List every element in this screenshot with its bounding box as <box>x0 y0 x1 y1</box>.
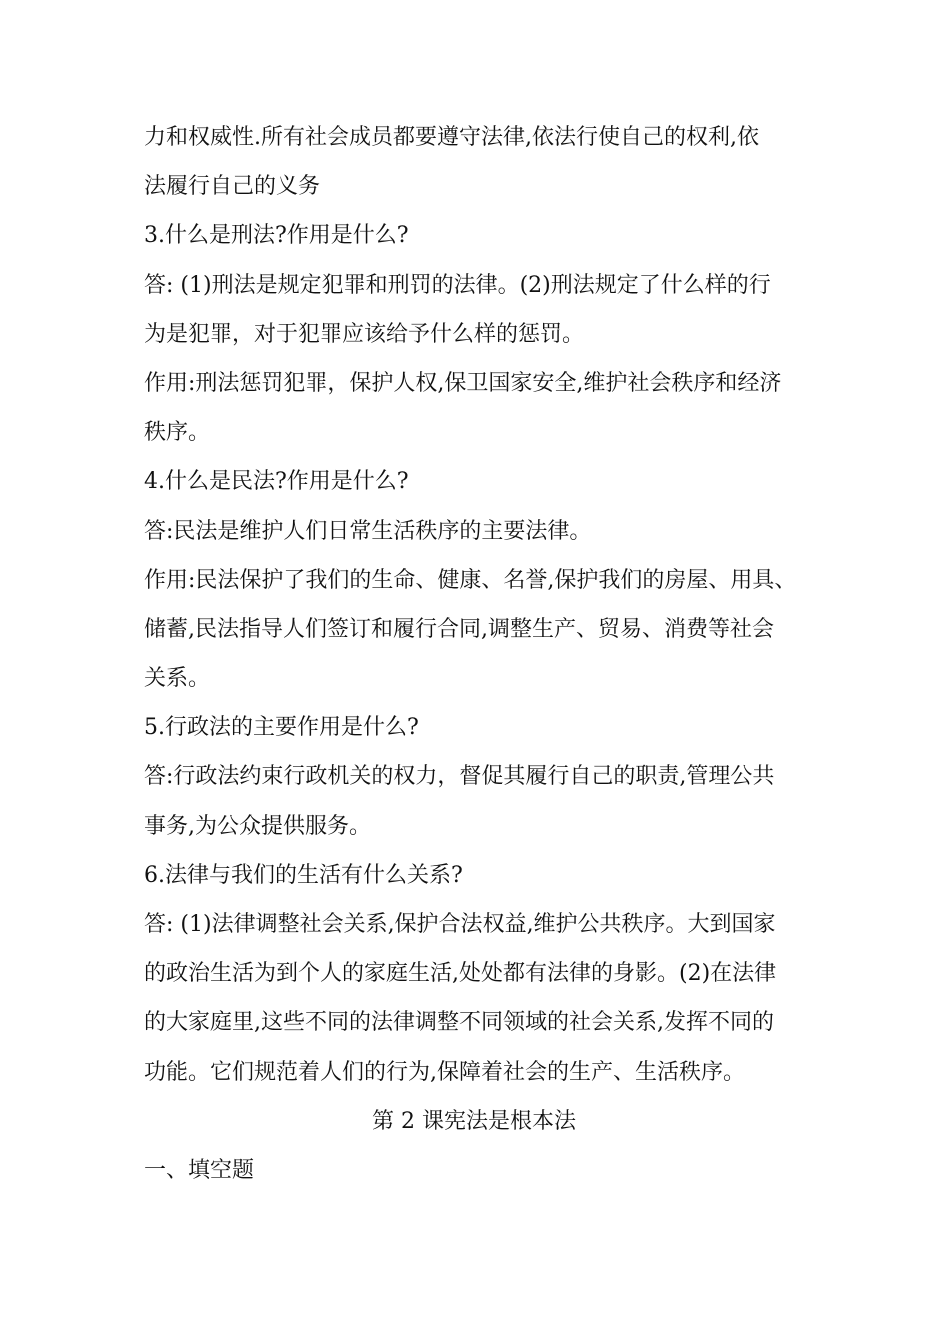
question-3: 3.什么是刑法?作用是什么? <box>144 223 409 249</box>
question-6: 6.法律与我们的生活有什么关系? <box>144 862 463 888</box>
answer-3-line-1: 答: (1)刑法是规定犯罪和刑罚的法律。(2)刑法规定了什么样的行 <box>144 272 771 298</box>
answer-3-line-2: 为是犯罪，对于犯罪应该给予什么样的惩罚。 <box>144 321 585 347</box>
answer-4-effect-line-2: 储蓄,民法指导人们签订和履行合同,调整生产、贸易、消费等社会 <box>144 616 774 642</box>
answer-6-line-1: 答: (1)法律调整社会关系,保护合法权益,维护公共秩序。大到国家 <box>144 912 776 937</box>
answer-4-effect-line-3: 关系。 <box>144 666 211 692</box>
answer-5-line-2: 事务,为公众提供服务。 <box>144 813 371 839</box>
answer-6-line-3: 的大家庭里,这些不同的法律调整不同领域的社会关系,发挥不同的 <box>144 1010 774 1036</box>
document-page <box>144 113 804 1195</box>
text-line-1: 力和权威性.所有社会成员都要遵守法律,依法行使自己的权利,依 <box>144 125 759 150</box>
answer-5-line-1: 答:行政法约束行政机关的权力，督促其履行自己的职责,管理公共 <box>144 764 775 790</box>
question-4: 4.什么是民法?作用是什么? <box>144 469 409 495</box>
answer-4-line-1: 答:民法是维护人们日常生活秩序的主要法律。 <box>144 518 592 544</box>
answer-3-effect-line-1: 作用:刑法惩罚犯罪，保护人权,保卫国家安全,维护社会秩序和经济 <box>144 370 782 396</box>
answer-3-effect-line-2: 秩序。 <box>144 420 211 446</box>
subsection-title: 一、填空题 <box>144 1157 255 1183</box>
answer-6-line-2: 的政治生活为到个人的家庭生活,处处都有法律的身影。(2)在法律 <box>144 961 777 987</box>
section-title: 第 2 课宪法是根本法 <box>372 1108 576 1134</box>
answer-6-line-4: 功能。它们规范着人们的行为,保障着社会的生产、生活秩序。 <box>144 1059 745 1085</box>
question-5: 5.行政法的主要作用是什么? <box>144 715 419 741</box>
answer-4-effect-line-1: 作用:民法保护了我们的生命、健康、名誉,保护我们的房屋、用具、 <box>144 567 797 593</box>
text-line-2: 法履行自己的义务 <box>144 174 321 200</box>
